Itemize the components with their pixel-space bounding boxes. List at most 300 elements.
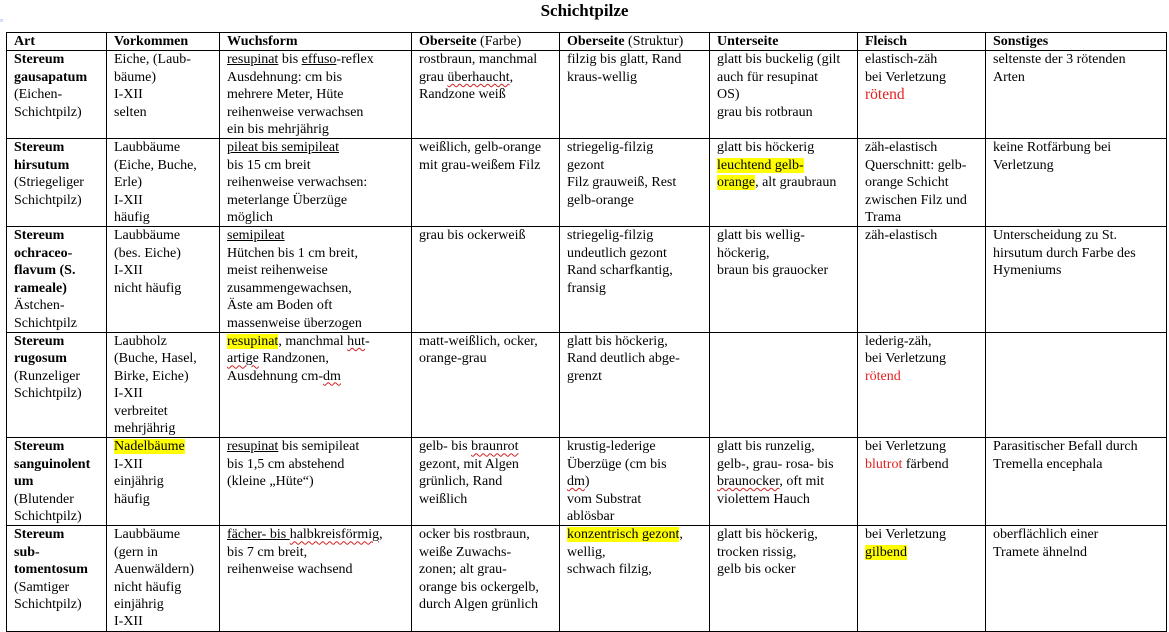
cell-sonstiges (986, 332, 1167, 437)
cell-line (14, 385, 101, 402)
cell-wuchsform (220, 332, 412, 437)
text-segment: grau bis ockerweiß (419, 228, 526, 244)
cell-line (567, 456, 704, 473)
text-segment: orange Schicht (865, 175, 949, 191)
cell-sonstiges (986, 526, 1167, 631)
cell-line (567, 473, 704, 490)
cell-line (114, 209, 214, 226)
col-header-oberseite-struktur (560, 33, 710, 51)
cell-line (14, 51, 101, 68)
cell-line (14, 297, 101, 314)
cell-line (227, 157, 406, 174)
cell-line (567, 368, 704, 385)
text-segment: einjährig (114, 474, 164, 490)
text-segment: Ästchen- (14, 298, 65, 314)
cell-line (14, 561, 101, 578)
text-segment: reihenweise verwachsen: (227, 175, 368, 191)
cell-line (114, 438, 214, 455)
text-segment: , (379, 527, 383, 543)
text-segment: Ausdehnung cm- (227, 368, 324, 384)
cell-line (14, 245, 101, 262)
cell-fleisch (858, 438, 986, 526)
text-segment: (Eiche, Buche, (114, 157, 197, 173)
cell-line (717, 526, 852, 543)
text-segment: -reflex (336, 52, 374, 68)
cell-line (567, 245, 704, 262)
text-segment: dm (323, 368, 341, 384)
text-segment: fächer- bis (227, 527, 290, 543)
cell-line (567, 544, 704, 561)
cell-line (567, 157, 704, 174)
text-segment: Schichtpilz (14, 315, 77, 331)
text-segment: Trama (865, 210, 902, 226)
cell-art (7, 227, 107, 332)
text-segment: OS) (717, 87, 740, 103)
text-segment: höckerig, (717, 245, 770, 261)
cell-oberseite-farbe (412, 332, 560, 437)
text-segment: reihenweise wachsend (227, 562, 353, 578)
cell-line (567, 333, 704, 350)
cell-line (717, 438, 852, 455)
cell-line (227, 245, 406, 262)
page-title: Schichtpilze (540, 1, 629, 20)
col-header-art: Art (7, 33, 107, 51)
cell-line (227, 121, 406, 138)
text-segment: gelb-orange (567, 192, 634, 208)
cell-line (717, 561, 852, 578)
cell-line (865, 157, 980, 174)
text-segment: Auenwäldern) (114, 562, 195, 578)
cell-vorkommen (107, 332, 220, 437)
cell-line (14, 315, 101, 332)
cell-oberseite-farbe (412, 51, 560, 139)
cell-art (7, 332, 107, 437)
text-segment: orange bis ockergelb, (419, 579, 539, 595)
text-segment: glatt bis höckerig (717, 140, 815, 156)
cell-line (865, 209, 980, 226)
cell-line (114, 596, 214, 613)
text-segment: braunocker (717, 474, 780, 490)
text-segment: glatt bis buckelig (gilt (717, 52, 841, 68)
cell-line (14, 473, 101, 490)
text-segment: sanguinolent (14, 456, 91, 472)
cell-line (227, 280, 406, 297)
cell-line (567, 174, 704, 191)
cell-unterseite (710, 526, 858, 631)
cell-line (227, 209, 406, 226)
cell-line (114, 544, 214, 561)
text-segment: rameale) (14, 280, 67, 296)
text-segment: I-XII (114, 87, 143, 103)
cell-line (865, 227, 980, 244)
cell-line (227, 139, 406, 156)
text-segment: lederig-zäh, (865, 333, 932, 349)
cell-line (419, 526, 554, 543)
cell-line (14, 579, 101, 596)
text-segment: glatt bis höckerig, (567, 333, 668, 349)
cell-line (227, 544, 406, 561)
cell-line (227, 262, 406, 279)
cell-line (717, 51, 852, 68)
text-segment: (kleine „Hüte“) (227, 474, 314, 490)
text-segment: undeutlich gezont (567, 245, 667, 261)
cell-line (993, 227, 1161, 244)
header-row (7, 33, 1167, 51)
text-segment: zäh-elastisch (865, 140, 938, 156)
cell-line (865, 69, 980, 86)
text-segment: , manchmal (278, 333, 348, 349)
text-segment: rostbraun, manchmal (419, 52, 538, 68)
text-segment: auch für resupinat (717, 69, 819, 85)
text-segment: Unterscheidung zu St. (993, 228, 1118, 244)
cell-line (419, 227, 554, 244)
cell-fleisch (858, 139, 986, 227)
cell-line (865, 350, 980, 367)
table-row (7, 526, 1167, 631)
cell-line (14, 227, 101, 244)
cell-line (227, 69, 406, 86)
text-segment: tomentosum (14, 562, 88, 578)
text-segment: Rand scharfkantig, (567, 263, 673, 279)
text-segment: gilbend (865, 544, 907, 560)
cell-line (14, 368, 101, 385)
cell-line (717, 69, 852, 86)
cell-fleisch (858, 51, 986, 139)
cell-line (993, 69, 1161, 86)
cell-line (14, 86, 101, 103)
text-segment: seltenste der 3 rötenden (993, 52, 1126, 68)
col-header-sonstiges: Sonstiges (986, 33, 1167, 51)
cell-line (419, 491, 554, 508)
text-segment: Randzone weiß (419, 87, 506, 103)
text-segment: durch Algen grünlich (419, 597, 538, 612)
text-segment: bis semipileat (278, 439, 360, 455)
cell-sonstiges (986, 51, 1167, 139)
text-segment: grünlich, Rand (419, 474, 503, 490)
text-segment: einjährig (114, 597, 164, 612)
text-segment: gelb- bis (419, 439, 472, 455)
cell-line (14, 280, 101, 297)
cell-line (567, 491, 704, 508)
cell-line (14, 544, 101, 561)
text-segment: Birke, Eiche) (114, 368, 189, 384)
cell-oberseite-farbe (412, 438, 560, 526)
text-segment: , oft mit (779, 474, 825, 490)
cell-line (114, 473, 214, 490)
cell-line (419, 157, 554, 174)
text-segment: Erle) (114, 175, 142, 191)
text-segment: dm (567, 474, 585, 490)
text-segment: Stereum (14, 527, 65, 543)
cell-oberseite-struktur (560, 227, 710, 332)
cell-line (14, 174, 101, 191)
cell-line (993, 456, 1161, 473)
text-segment: ablösbar (567, 508, 615, 524)
cell-line (717, 227, 852, 244)
text-segment: Überzüge (cm bis (567, 456, 667, 472)
cell-unterseite (710, 332, 858, 437)
table-row (7, 227, 1167, 332)
cell-unterseite (710, 139, 858, 227)
text-segment: ochraceo- (14, 245, 73, 261)
cell-vorkommen (107, 526, 220, 631)
cell-line (717, 245, 852, 262)
text-segment: , (679, 527, 683, 543)
text-segment: Äste am Boden oft (227, 298, 333, 314)
cell-line (227, 51, 406, 68)
cell-line (865, 86, 980, 104)
cell-line (419, 561, 554, 578)
text-segment: krustig-lederige (567, 439, 656, 455)
text-segment: Eiche, (Laub- (114, 52, 191, 68)
cell-oberseite-struktur (560, 526, 710, 631)
cell-line (419, 456, 554, 473)
text-segment: glatt bis wellig- (717, 228, 805, 244)
cell-line (419, 438, 554, 455)
text-segment: Stereum (14, 52, 65, 68)
cell-line (14, 491, 101, 508)
cell-line (717, 262, 852, 279)
cell-line (114, 245, 214, 262)
cell-fleisch (858, 332, 986, 437)
text-segment: I-XII (114, 456, 143, 472)
text-segment: orange-grau (419, 351, 487, 367)
cell-line (14, 69, 101, 86)
cell-line (567, 350, 704, 367)
text-segment: nicht häufig (114, 280, 182, 296)
text-segment: - (365, 333, 370, 349)
cell-wuchsform (220, 227, 412, 332)
cell-line (114, 227, 214, 244)
text-segment: bei Verletzung (865, 351, 946, 367)
cell-fleisch (858, 526, 986, 631)
cell-line (14, 456, 101, 473)
text-segment: wellig, (567, 544, 606, 560)
text-segment: grau bis rotbraun (717, 104, 813, 120)
text-segment: ) (584, 474, 590, 490)
text-segment: , (509, 69, 514, 85)
text-segment: glatt bis höckerig, (717, 527, 818, 543)
text-segment: massenweise überzogen (227, 315, 362, 331)
cell-line (14, 526, 101, 543)
cell-line (567, 438, 704, 455)
text-segment: gezont (567, 157, 605, 173)
text-segment: schwach filzig, (567, 562, 652, 578)
text-segment: (Samtiger (14, 579, 70, 595)
cell-line (14, 104, 101, 121)
text-segment: bei Verletzung (865, 439, 946, 455)
cell-line (227, 333, 406, 350)
text-segment: verbreitet (114, 403, 168, 419)
cell-line (717, 174, 852, 191)
text-segment: Filz grauweiß, Rest (567, 175, 677, 191)
cell-line (227, 104, 406, 121)
col-header-oberseite-struktur-sub: (Struktur) (624, 34, 684, 49)
cell-line (419, 544, 554, 561)
cell-sonstiges (986, 438, 1167, 526)
text-segment: weißlich (419, 491, 468, 507)
text-segment: Ausdehnung: cm bis (227, 69, 343, 85)
cell-wuchsform (220, 139, 412, 227)
cell-oberseite-farbe (412, 139, 560, 227)
text-segment: glatt bis runzelig, (717, 439, 815, 455)
text-segment: hut (347, 333, 366, 349)
text-segment: bei Verletzung (865, 69, 946, 85)
text-segment: rötend (865, 86, 905, 104)
text-segment: striegelig-filzig (567, 228, 654, 244)
cell-line (419, 69, 554, 86)
cell-line (993, 438, 1161, 455)
cell-line (227, 561, 406, 578)
cell-line (717, 139, 852, 156)
text-segment: Hymeniums (993, 263, 1062, 279)
cell-line (227, 297, 406, 314)
cell-line (865, 526, 980, 543)
cell-line (114, 192, 214, 209)
cell-line (114, 420, 214, 437)
text-segment: artige (227, 351, 259, 367)
table-row (7, 139, 1167, 227)
text-segment: resupinat (227, 333, 279, 349)
cell-line (14, 350, 101, 367)
cell-line (567, 51, 704, 68)
cell-line (14, 333, 101, 350)
text-segment: semipileat (227, 228, 285, 244)
text-segment: Stereum (14, 439, 65, 455)
cell-unterseite (710, 438, 858, 526)
text-segment: weißlich, gelb-orange (419, 140, 542, 156)
text-segment: rugosum (14, 351, 67, 367)
cell-line (227, 315, 406, 332)
cell-line (567, 280, 704, 297)
text-segment: reihenweise verwachsen (227, 104, 364, 120)
cell-line (114, 262, 214, 279)
text-segment: braunrot (471, 439, 519, 455)
cell-line (567, 139, 704, 156)
col-header-oberseite-farbe (412, 33, 560, 51)
text-segment: vom Substrat (567, 491, 642, 507)
text-segment: Nadelbäume (114, 439, 185, 455)
text-segment: ocker bis rostbraun, (419, 527, 530, 543)
col-header-vorkommen: Vorkommen (107, 33, 220, 51)
col-header-oberseite-farbe-main: Oberseite (419, 34, 477, 49)
text-segment: I-XII (114, 263, 143, 279)
cell-line (993, 245, 1161, 262)
text-segment: striegelig-filzig (567, 140, 654, 156)
text-segment: I-XII (114, 386, 143, 402)
cell-line (865, 139, 980, 156)
text-segment: meist reihenweise (227, 263, 328, 279)
cell-line (227, 86, 406, 103)
text-segment: grau (419, 69, 448, 85)
cell-line (227, 192, 406, 209)
cell-line (114, 350, 214, 367)
cell-line (227, 526, 406, 543)
cell-line (567, 69, 704, 86)
cell-line (227, 368, 406, 385)
cell-line (865, 174, 980, 191)
text-segment: zonen; alt grau- (419, 562, 507, 578)
text-segment: bis 1,5 cm abstehend (227, 456, 345, 472)
cell-vorkommen (107, 438, 220, 526)
text-segment: blutrot (865, 456, 903, 472)
text-segment: gezont, mit Algen (419, 456, 519, 472)
cell-line (14, 262, 101, 279)
table-body (7, 51, 1167, 631)
cell-line (114, 139, 214, 156)
cell-line (114, 579, 214, 596)
text-segment: trocken rissig, (717, 544, 797, 560)
cell-line (14, 192, 101, 209)
text-segment: (Blutender (14, 491, 74, 507)
cell-line (419, 473, 554, 490)
cell-line (717, 157, 852, 174)
cell-oberseite-struktur (560, 51, 710, 139)
cell-line (114, 333, 214, 350)
text-segment: Laubbäume (114, 228, 181, 244)
text-segment: konzentrisch gezont (567, 527, 680, 543)
cell-unterseite (710, 51, 858, 139)
cell-oberseite-farbe (412, 227, 560, 332)
text-segment: flavum (S. (14, 263, 76, 279)
cell-line (865, 368, 980, 385)
text-segment: gausapatum (14, 69, 88, 85)
cell-line (419, 579, 554, 596)
cell-vorkommen (107, 227, 220, 332)
text-segment: (Eichen- (14, 87, 63, 103)
cell-line (717, 86, 852, 103)
text-segment: weiße Zuwachs- (419, 544, 512, 560)
text-segment: gelb-, grau- rosa- bis (717, 456, 834, 472)
cell-line (114, 86, 214, 103)
text-segment: zusammengewachsen, (227, 280, 352, 296)
cell-line (114, 51, 214, 68)
cell-line (419, 333, 554, 350)
text-segment: Parasitischer Befall durch (993, 439, 1138, 455)
text-segment: I-XII (114, 614, 143, 630)
text-segment: färbend (902, 456, 949, 472)
cell-line (114, 561, 214, 578)
cell-oberseite-struktur (560, 332, 710, 437)
cell-line (567, 192, 704, 209)
text-segment: keine Rotfärbung bei (993, 140, 1112, 156)
cell-oberseite-struktur (560, 139, 710, 227)
cell-wuchsform (220, 51, 412, 139)
text-segment: bis 15 cm breit (227, 157, 311, 173)
cell-line (114, 385, 214, 402)
cell-oberseite-farbe (412, 526, 560, 631)
text-segment: fransig (567, 280, 606, 296)
cell-line (865, 456, 980, 473)
cell-line (993, 51, 1161, 68)
cell-line (419, 51, 554, 68)
text-segment: Querschnitt: gelb- (865, 157, 967, 173)
text-segment: ein bis mehrjährig (227, 122, 329, 138)
cell-line (419, 86, 554, 103)
cell-line (227, 350, 406, 367)
text-segment: bis (278, 52, 302, 68)
text-segment: gelb bis ocker (717, 562, 796, 578)
cell-vorkommen (107, 139, 220, 227)
text-segment: Hütchen bis 1 cm breit, (227, 245, 359, 261)
text-segment: Rand deutlich abge- (567, 351, 680, 367)
cell-line (865, 438, 980, 455)
text-segment: bäume) (114, 69, 156, 85)
cell-line (14, 438, 101, 455)
cell-art (7, 139, 107, 227)
text-segment: pileat bis semipileat (227, 140, 339, 156)
cell-wuchsform (220, 438, 412, 526)
